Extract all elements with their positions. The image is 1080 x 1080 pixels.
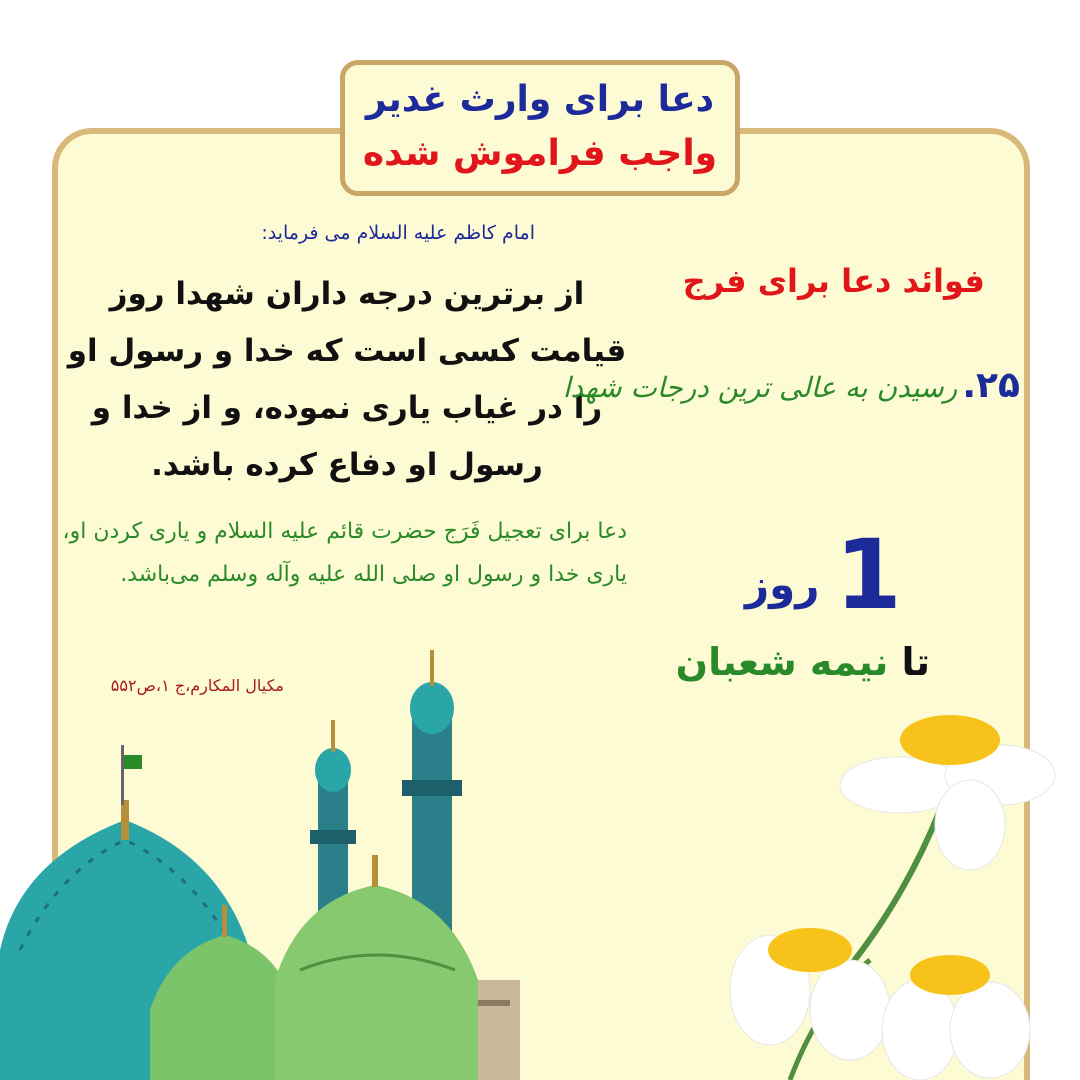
quote-source: مکیال المکارم،ج ۱،ص۵۵۲ — [110, 676, 284, 695]
benefit-number: ۲۵. — [962, 365, 1020, 406]
quote-main-text: از برترین درجه داران شهدا روز قیامت کسی است که خدا و رسول او را در غیاب یاری نموده، و از خدا و رسول او دفاع کرده باشد. — [67, 276, 627, 483]
quote-explanation: دعا برای تعجیل فَرَج حضرت قائم علیه السلام و یاری کردن او، یاری خدا و رسول او صلی الله علیه وآله وسلم می‌باشد. — [62, 519, 627, 587]
title-line-2: واجب فراموش شده — [362, 133, 718, 174]
countdown-event: نیمه شعبان — [675, 640, 889, 684]
narcissus-flowers — [700, 700, 1080, 1080]
quote-intro: امام کاظم علیه السلام می فرماید: — [261, 222, 535, 244]
mosque-illustration — [0, 650, 520, 1080]
benefits-title: فوائد دعا برای فرج — [682, 262, 985, 300]
title-box — [340, 60, 740, 196]
countdown-number: 1 — [835, 519, 902, 631]
benefit-item — [563, 365, 1020, 406]
countdown-unit: روز — [745, 560, 820, 609]
countdown-target — [676, 640, 930, 684]
countdown-prefix: تا — [901, 640, 930, 684]
title-line-1: دعا برای وارث غدیر — [365, 79, 715, 120]
benefit-text: رسیدن به عالی ترین درجات شهدا — [562, 371, 958, 404]
